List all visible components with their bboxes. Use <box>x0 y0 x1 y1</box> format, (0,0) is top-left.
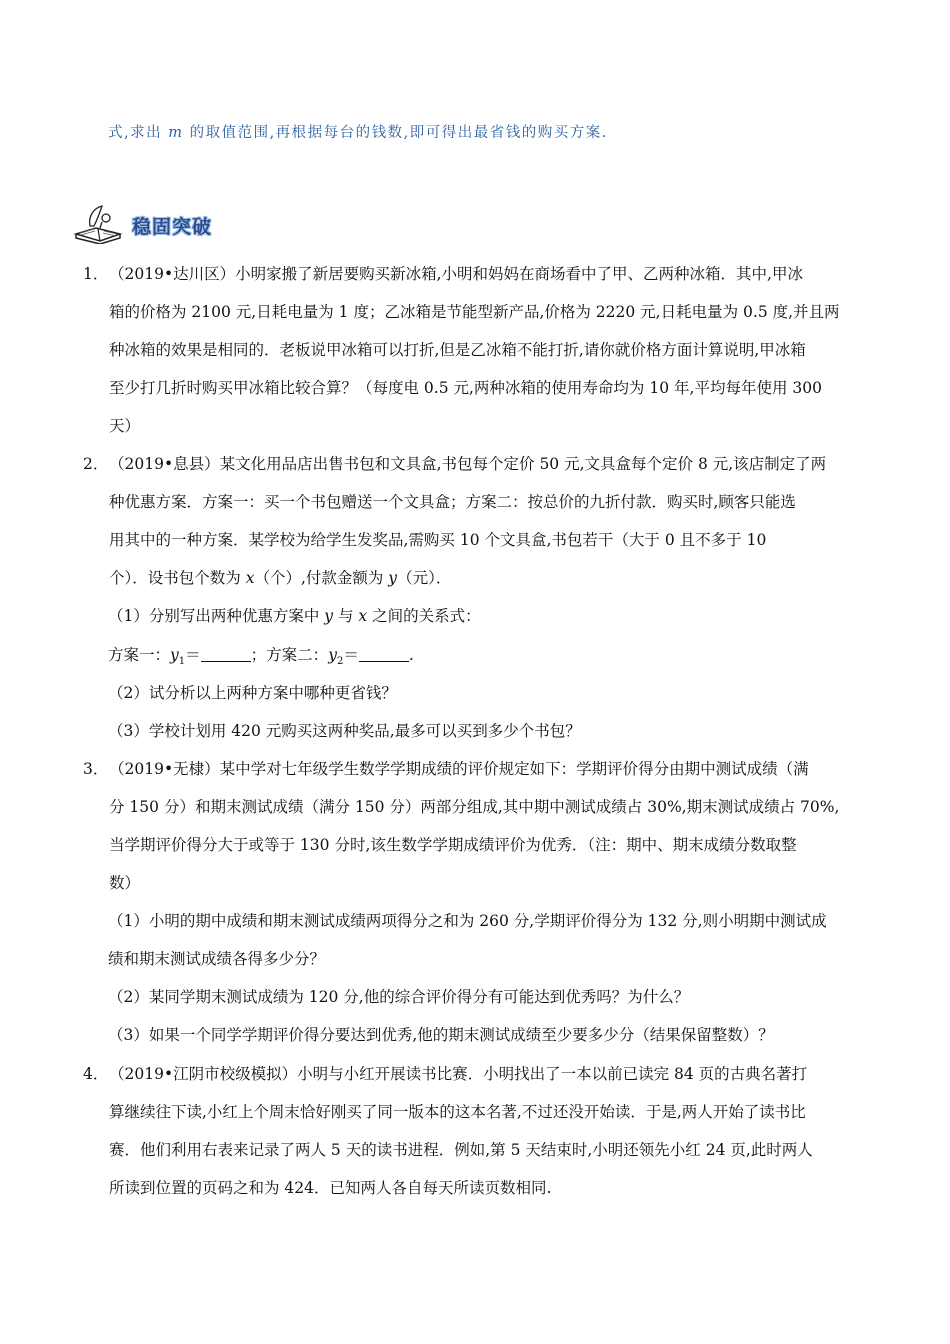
question-2-plans: 方案一：$y_1=$ ；方案二：$y_2=$ . <box>108 646 414 668</box>
question-number: 2． <box>83 455 109 473</box>
question-line: 种冰箱的效果是相同的．老板说甲冰箱可以打折,但是乙冰箱不能打折,请你就价格方面计算说明,甲冰箱 <box>109 341 806 359</box>
question-2-sub-2: （2）试分析以上两种方案中哪种更省钱？ <box>108 684 397 702</box>
question-line: （2019•江阴市校级模拟）小明与小红开展读书比赛．小明找出了一本以前已读完 84 页的古典名著打 <box>109 1065 808 1083</box>
question-3-sub-3: （3）如果一个同学学期评价得分要达到优秀,他的期末测试成绩至少要多少分（结果保留整数）？ <box>108 1026 774 1044</box>
var-y: y <box>388 569 398 587</box>
question-line: 数） <box>109 874 141 892</box>
section-title: 稳固突破 <box>132 216 213 238</box>
question-line: 所读到位置的页码之和为 424．已知两人各自每天所读页数相同. <box>109 1179 552 1197</box>
question-line: 天） <box>109 417 141 435</box>
question-2-sub-3: （3）学校计划用 420 元购买这两种奖品,最多可以买到多少个书包？ <box>108 722 581 740</box>
question-line: 种优惠方案．方案一：买一个书包赠送一个文具盒；方案二：按总价的九折付款．购买时,顾客只能选 <box>109 493 796 511</box>
question-line: 算继续往下读,小红上个周末恰好刚买了同一版本的这本名著,不过还没开始读．于是,两人开始了读书比 <box>109 1103 806 1121</box>
intro-part2: 的取值范围,再根据每台的钱数,即可得出最省钱的购买方案. <box>183 125 608 141</box>
answer-blank-1[interactable] <box>201 647 251 662</box>
question-line: 赛．他们利用右表来记录了两人 5 天的读书进程．例如,第 5 天结束时,小明还领先小红 24 页,此时两人 <box>109 1141 813 1159</box>
question-line: （2019•息县）某文化用品店出售书包和文具盒,书包每个定价 50 元,文具盒每个定价 8 元,该店制定了两 <box>109 455 827 473</box>
var-x: x <box>245 569 255 587</box>
question-line: （2019•达川区）小明家搬了新居要购买新冰箱,小明和妈妈在商场看中了甲、乙两种冰箱．其中,甲冰 <box>109 265 803 283</box>
question-line: 用其中的一种方案．某学校为给学生发奖品,需购买 10 个文具盒,书包若干（大于 0 且不多于 10 <box>109 531 767 549</box>
question-line: 至少打几折时购买甲冰箱比较合算？（每度电 0.5 元,两种冰箱的使用寿命均为 10 年,平均每年使用 300 <box>109 379 822 397</box>
question-number: 4． <box>83 1065 109 1083</box>
answer-blank-2[interactable] <box>359 647 409 662</box>
question-line: 分 150 分）和期末测试成绩（满分 150 分）两部分组成,其中期中测试成绩占 30%,期末测试成绩占 70%, <box>109 798 840 816</box>
intro-part1: 式,求出 <box>108 125 169 141</box>
question-line: 个）．设书包个数为 x（个）,付款金额为 y（元）． <box>109 569 452 587</box>
question-3-sub-1a: （1）小明的期中成绩和期末测试成绩两项得分之和为 260 分,学期评价得分为 132 分,则小明期中测试成 <box>108 912 827 930</box>
question-3-sub-1b: 绩和期末测试成绩各得多少分？ <box>108 950 326 968</box>
question-3-sub-2: （2）某同学期末测试成绩为 120 分,他的综合评价得分有可能达到优秀吗？为什么？ <box>108 988 690 1006</box>
intro-text <box>108 121 608 142</box>
question-number: 1． <box>83 265 109 283</box>
question-2-sub-1: （1）分别写出两种优惠方案中 y 与 x 之间的关系式： <box>108 607 481 625</box>
book-and-quill-icon <box>72 204 128 244</box>
question-number: 3． <box>83 760 109 778</box>
question-line: （2019•无棣）某中学对七年级学生数学学期成绩的评价规定如下：学期评价得分由期中测试成绩（满 <box>109 760 809 778</box>
var-m: m <box>168 125 184 141</box>
question-line: 箱的价格为 2100 元,日耗电量为 1 度；乙冰箱是节能型新产品,价格为 2220 元,日耗电量为 0.5 度,并且两 <box>109 303 840 321</box>
section-header <box>72 204 292 244</box>
question-line: 当学期评价得分大于或等于 130 分时,该生数学学期成绩评价为优秀．（注：期中、期末成绩分数取整 <box>109 836 797 854</box>
